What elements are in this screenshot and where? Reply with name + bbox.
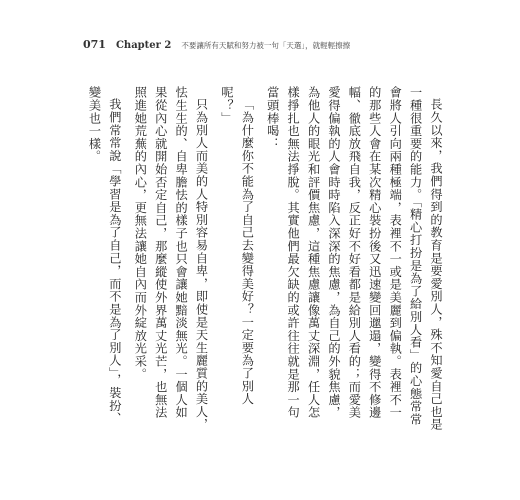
chapter-title: 不要讓所有天賦和努力被一句「天選」，就輕輕擦擦 <box>181 41 351 50</box>
paragraph: 長久以來，我們得到的教育是要愛別人，殊不知愛自己也是一種很重要的能力。「精心打扮是為了給別人看」的心態常常會將人引向兩種極端，表裡不一或是美麗到偏執。表裡不一的那些人會在某次精心裝扮後又迅速變回邋遢，變得不修邊幅、徹底放飛自我，反正好不好看都是給別人看的；而愛美愛得偏執的人會時時陷入深深的焦慮，為自己的外貌焦慮，為他人的眼光和評價焦慮，這種焦慮讓像萬丈深淵，任人怎樣掙扎也無法掙脫。其實他們最欠缺的或許往往就是那一句當頭棒喝： <box>265 86 443 431</box>
page-header <box>83 38 350 51</box>
paragraph: 只為別人而美的人特別容易自卑，即使是天生麗質的美人，怯生生的、自卑膽怯的樣子也只會讓她黯淡無光。一個人如果從內心就開始否定自己，那麼縱使外界萬丈光芒，也無法照進她荒蕪的內心，更無法讓她自內而外綻放光采。 <box>133 86 209 431</box>
body-text <box>84 86 446 431</box>
paragraph: 「為什麼你不能為了自己去變得美好？一定要為了別人呢？」 <box>219 86 255 406</box>
page-number: 071 <box>83 38 106 51</box>
paragraph: 我們常常說「學習是為了自己，而不是為了別人」，裝扮、變美也一樣。 <box>87 86 122 425</box>
chapter-label: Chapter 2 <box>115 40 172 51</box>
